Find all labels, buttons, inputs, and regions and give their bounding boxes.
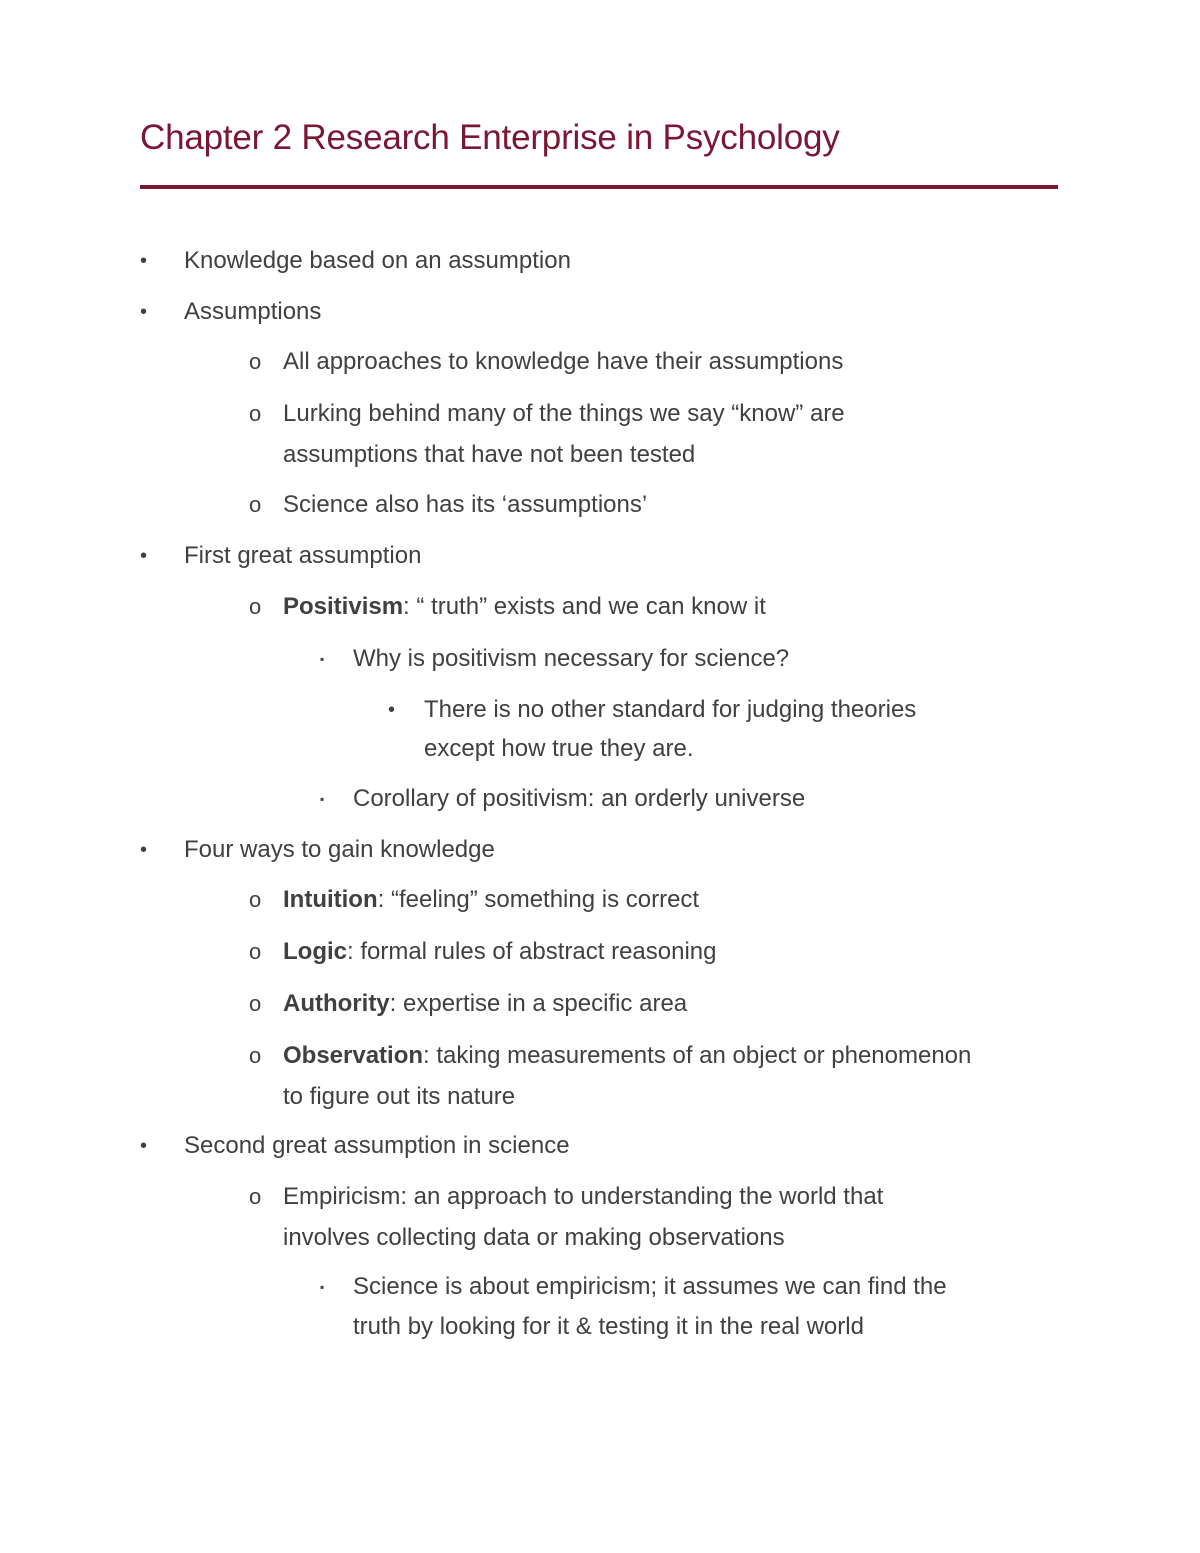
title-rule (140, 185, 1058, 189)
list-item: Empiricism: an approach to understanding the world that (283, 1183, 884, 1210)
bullet-marker: o (249, 492, 262, 517)
list-item: Positivism: “ truth” exists and we can know it (283, 593, 766, 620)
term: Positivism (283, 593, 404, 620)
term: Logic (283, 938, 347, 965)
bullet-marker: o (249, 887, 262, 912)
bullet-marker: ▪ (320, 792, 325, 806)
term: Observation (283, 1042, 424, 1069)
list-item: Why is positivism necessary for science? (353, 645, 790, 672)
list-item: Lurking behind many of the things we say “know” are (283, 400, 845, 427)
list-item: All approaches to knowledge have their assumptions (283, 348, 844, 375)
bullet-marker: ▪ (320, 652, 325, 666)
bullet-marker: • (140, 250, 148, 272)
list-item: Four ways to gain knowledge (184, 836, 495, 863)
list-item: Corollary of positivism: an orderly universe (353, 785, 806, 812)
bullet-marker: • (388, 699, 396, 721)
bullet-marker: • (140, 839, 148, 861)
list-item-continuation: truth by looking for it & testing it in the real world (353, 1313, 864, 1340)
list-item: Observation: taking measurements of an object or phenomenon (283, 1042, 972, 1069)
term: Authority (283, 990, 390, 1017)
list-item-continuation: to figure out its nature (283, 1083, 516, 1110)
bullet-marker: • (140, 545, 148, 567)
list-item: Knowledge based on an assumption (184, 247, 571, 274)
list-item: Logic: formal rules of abstract reasoning (283, 938, 717, 965)
bullet-marker: • (140, 301, 148, 323)
list-item: Intuition: “feeling” something is correct (283, 886, 700, 913)
page-title: Chapter 2 Research Enterprise in Psychology (140, 118, 840, 157)
bullet-marker: • (140, 1135, 148, 1157)
list-item: Science is about empiricism; it assumes we can find the (353, 1273, 947, 1300)
bullet-marker: o (249, 594, 262, 619)
list-item: Second great assumption in science (184, 1132, 570, 1159)
list-item: There is no other standard for judging theories (424, 696, 917, 723)
list-item: First great assumption (184, 542, 422, 569)
bullet-marker: o (249, 1043, 262, 1068)
list-item-continuation: except how true they are. (424, 735, 694, 762)
bullet-marker: o (249, 1184, 262, 1209)
bullet-marker: ▪ (320, 1280, 325, 1294)
bullet-marker: o (249, 939, 262, 964)
list-item: Assumptions (184, 298, 322, 325)
bullet-marker: o (249, 401, 262, 426)
bullet-marker: o (249, 991, 262, 1016)
list-item-continuation: involves collecting data or making observations (283, 1224, 785, 1251)
list-item-continuation: assumptions that have not been tested (283, 441, 696, 468)
list-item: Authority: expertise in a specific area (283, 990, 688, 1017)
list-item: Science also has its ‘assumptions’ (283, 491, 648, 518)
term: Intuition (283, 886, 378, 913)
bullet-marker: o (249, 349, 262, 374)
